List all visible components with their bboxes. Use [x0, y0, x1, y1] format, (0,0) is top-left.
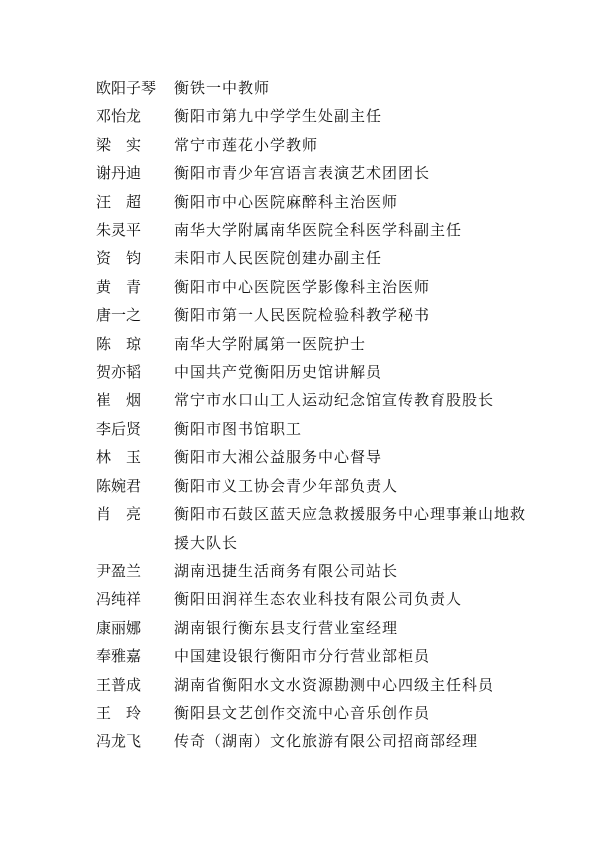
- person-name: 朱灵平: [96, 221, 142, 240]
- person-role: 湖南省衡阳水文水资源勘测中心四级主任科员: [174, 675, 495, 694]
- person-name: 王普成: [96, 675, 142, 694]
- person-role: 衡阳市中心医院麻醉科主治医师: [174, 192, 399, 211]
- person-name: 唐一之: [96, 306, 142, 325]
- list-item: [96, 386, 536, 414]
- person-name: 汪 超: [96, 192, 142, 211]
- person-role: 衡铁一中教师: [174, 79, 271, 97]
- list-item: [96, 585, 536, 613]
- person-role: 常宁市水口山工人运动纪念馆宣传教育股股长: [174, 391, 495, 410]
- list-item: [96, 557, 536, 585]
- person-role: 耒阳市人民医院创建办副主任: [174, 249, 383, 268]
- person-name: 黄 青: [96, 277, 142, 296]
- person-role: 衡阳市青少年宫语言表演艺术团团长: [174, 164, 431, 183]
- list-item: [96, 159, 536, 187]
- list-item: [96, 671, 536, 699]
- list-item: [96, 415, 536, 443]
- person-name: 梁 实: [96, 135, 142, 154]
- list-item: [96, 131, 536, 159]
- person-role: 衡阳市义工协会青少年部负责人: [174, 476, 399, 495]
- person-role: 衡阳市大湘公益服务中心督导: [174, 448, 383, 467]
- person-role: 南华大学附属南华医院全科医学科副主任: [174, 221, 463, 240]
- person-name: 陈 琼: [96, 334, 142, 353]
- person-role: 湖南迅捷生活商务有限公司站长: [174, 561, 399, 580]
- list-item: [96, 74, 536, 102]
- person-role: 传奇（湖南）文化旅游有限公司招商部经理: [174, 732, 479, 751]
- list-item: [96, 500, 536, 557]
- list-item: [96, 443, 536, 471]
- list-item: [96, 472, 536, 500]
- person-name: 王 玲: [96, 703, 142, 722]
- list-item: [96, 102, 536, 130]
- list-item: [96, 358, 536, 386]
- list-item: [96, 699, 536, 727]
- person-role: 衡阳市图书馆职工: [174, 419, 303, 438]
- list-item: [96, 244, 536, 272]
- person-name: 奉雅嘉: [96, 647, 142, 666]
- person-role: 衡阳市第一人民医院检验科教学秘书: [174, 306, 431, 325]
- list-item: [96, 273, 536, 301]
- person-name: 康丽娜: [96, 618, 142, 637]
- person-role: 衡阳田润祥生态农业科技有限公司负责人: [174, 590, 463, 609]
- list-item: [96, 642, 536, 670]
- person-name: 冯龙飞: [96, 732, 142, 751]
- person-name: 陈婉君: [96, 476, 142, 495]
- list-item: [96, 188, 536, 216]
- list-item: [96, 216, 536, 244]
- person-role: 衡阳市石鼓区蓝天应急救援服务中心理事兼山地救援大队长: [174, 505, 527, 552]
- list-item: [96, 330, 536, 358]
- person-name: 尹盈兰: [96, 561, 142, 580]
- person-name: 欧阳子琴: [96, 79, 157, 97]
- person-name: 李后贤: [96, 419, 142, 438]
- person-name: 资 钧: [96, 249, 142, 268]
- person-role: 衡阳市第九中学学生处副主任: [174, 107, 383, 126]
- name-list: [96, 74, 536, 756]
- person-name: 谢丹迪: [96, 164, 142, 183]
- person-name: 肖 亮: [96, 505, 142, 524]
- person-role: 湖南银行衡东县支行营业室经理: [174, 618, 399, 637]
- list-item: [96, 727, 536, 755]
- person-name: 冯纯祥: [96, 590, 142, 609]
- list-item: [96, 301, 536, 329]
- person-role: 中国共产党衡阳历史馆讲解员: [174, 363, 383, 382]
- person-role: 衡阳市中心医院医学影像科主治医师: [174, 277, 431, 296]
- person-name: 林 玉: [96, 448, 142, 467]
- person-role: 衡阳县文艺创作交流中心音乐创作员: [174, 703, 431, 722]
- person-role: 常宁市莲花小学教师: [174, 135, 319, 154]
- person-role: 中国建设银行衡阳市分行营业部柜员: [174, 647, 431, 666]
- person-name: 崔 烟: [96, 391, 142, 410]
- person-name: 邓怡龙: [96, 107, 142, 126]
- list-item: [96, 614, 536, 642]
- person-name: 贺亦韬: [96, 363, 142, 382]
- person-role: 南华大学附属第一医院护士: [174, 334, 367, 353]
